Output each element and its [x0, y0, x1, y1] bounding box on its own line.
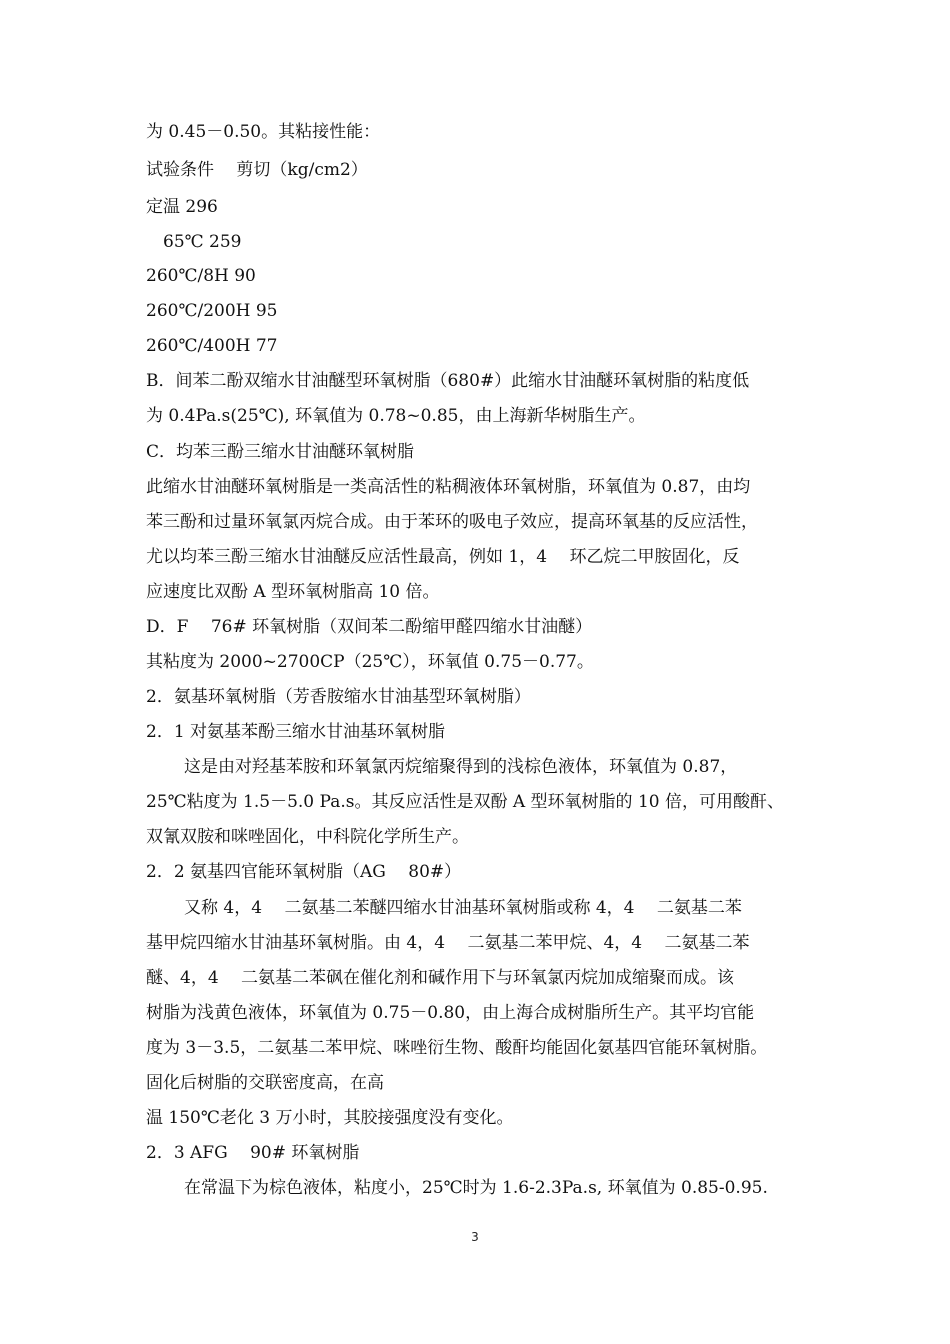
text-line: 其粘度为 2000~2700CP（25℃），环氧值 0.75－0.77。: [146, 652, 594, 672]
text-line: B．间苯二酚双缩水甘油醚型环氧树脂（680#）此缩水甘油醚环氧树脂的粘度低: [146, 371, 750, 391]
text-line: 温 150℃老化 3 万小时，其胶接强度没有变化。: [146, 1108, 514, 1128]
text-line: 在常温下为棕色液体，粘度小，25℃时为 1.6-2.3Pa.s, 环氧值为 0.85-0.95.: [184, 1178, 768, 1198]
text-line: 固化后树脂的交联密度高，在高: [146, 1073, 384, 1093]
text-line: 2．2 氨基四官能环氧树脂（AG 80#）: [146, 862, 462, 882]
text-line: 度为 3－3.5，二氨基二苯甲烷、咪唑衍生物、酸酐均能固化氨基四官能环氧树脂。: [146, 1038, 768, 1058]
text-line: 65℃ 259: [163, 232, 242, 252]
page-number: 3: [471, 1230, 479, 1244]
text-line: 双氰双胺和咪唑固化，中科院化学所生产。: [146, 827, 469, 847]
text-line: 2．氨基环氧树脂（芳香胺缩水甘油基型环氧树脂）: [146, 687, 531, 707]
text-line: 260℃/400H 77: [146, 336, 278, 356]
text-line: 2．1 对氨基苯酚三缩水甘油基环氧树脂: [146, 722, 446, 742]
text-line: 260℃/8H 90: [146, 266, 256, 286]
text-line: 试验条件 剪切（kg/cm2）: [146, 160, 368, 180]
text-line: 尤以均苯三酚三缩水甘油醚反应活性最高，例如 1，4 环乙烷二甲胺固化，反: [146, 547, 740, 567]
text-line: 25℃粘度为 1.5－5.0 Pa.s。其反应活性是双酚 A 型环氧树脂的 10 倍，可用酸酐、: [146, 792, 784, 812]
text-line: 树脂为浅黄色液体，环氧值为 0.75－0.80，由上海合成树脂所生产。其平均官能: [146, 1003, 755, 1023]
text-line: 基甲烷四缩水甘油基环氧树脂。由 4，4 二氨基二苯甲烷、4，4 二氨基二苯: [146, 933, 750, 953]
text-line: C．均苯三酚三缩水甘油醚环氧树脂: [146, 442, 415, 462]
text-line: 此缩水甘油醚环氧树脂是一类高活性的粘稠液体环氧树脂，环氧值为 0.87，由均: [146, 477, 751, 497]
text-line: 定温 296: [146, 197, 218, 217]
text-line: 260℃/200H 95: [146, 301, 278, 321]
text-line: 又称 4，4 二氨基二苯醚四缩水甘油基环氧树脂或称 4，4 二氨基二苯: [184, 898, 742, 918]
text-line: 应速度比双酚 A 型环氧树脂高 10 倍。: [146, 582, 440, 602]
text-line: 2．3 AFG 90# 环氧树脂: [146, 1143, 360, 1163]
text-line: D．F 76# 环氧树脂（双间苯二酚缩甲醛四缩水甘油醚）: [146, 617, 593, 637]
text-line: 为 0.4Pa.s(25℃), 环氧值为 0.78~0.85，由上海新华树脂生产。: [146, 406, 646, 426]
text-line: 这是由对羟基苯胺和环氧氯丙烷缩聚得到的浅棕色液体，环氧值为 0.87，: [184, 757, 738, 777]
text-line: 醚、4，4 二氨基二苯砜在催化剂和碱作用下与环氧氯丙烷加成缩聚而成。该: [146, 968, 735, 988]
text-line: 苯三酚和过量环氧氯丙烷合成。由于苯环的吸电子效应，提高环氧基的反应活性，: [146, 512, 758, 532]
text-line: 为 0.45－0.50。其粘接性能：: [146, 122, 381, 142]
